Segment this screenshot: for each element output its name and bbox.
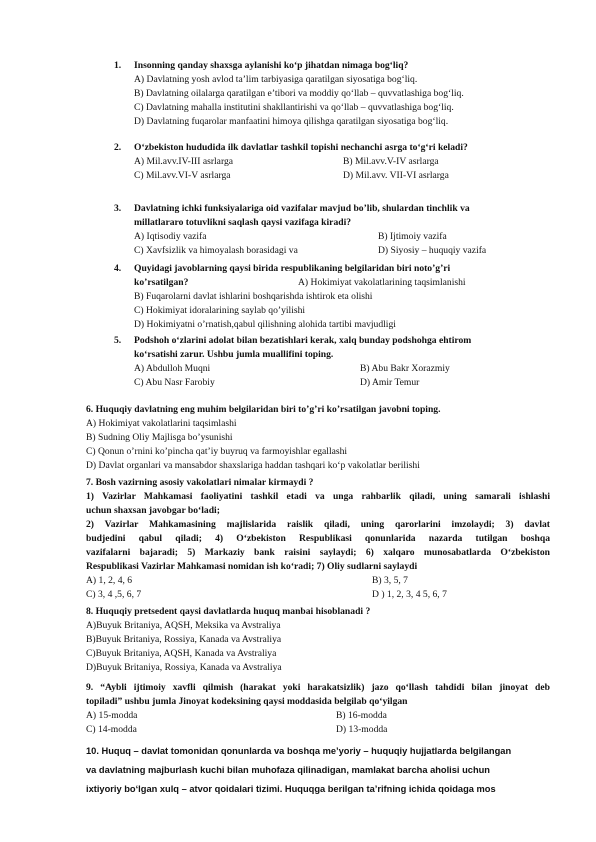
question-text-line-2: millatlararo totuvlikni saqlash qaysi vazifaga kiradi? [134, 217, 352, 228]
option-a: A) Abdulloh Muqni [134, 363, 211, 374]
question-text: 7. Bosh vazirning asosiy vakolatlari nimalar kirmaydi ? [86, 477, 314, 488]
question-text-line-1: Quyidagi javoblarning qaysi birida respublikaning belgilaridan biri noto’g’ri [134, 263, 451, 274]
option-a: A) Mil.avv.IV-III asrlarga [134, 156, 234, 167]
option-c: C)Buyuk Britaniya, AQSH, Kanada va Avstraliya [86, 648, 277, 659]
question-body-line-6: Respublikasi Vazirlar Mahkamasi nomidan ish ko‘radi; 7) Oliy sudlarni saylaydi [86, 561, 418, 572]
question-text: 8. Huquqiy pretsedent qaysi davlatlarda huquq manbai hisoblanadi ? [86, 606, 371, 617]
option-c: C) Hokimiyat idoralarining saylab qo’yilishi [134, 305, 306, 316]
option-b: B) Davlatning oilalarga qaratilgan e’tibori va moddiy qo‘llab – quvvatlashiga bog‘liq. [134, 88, 464, 99]
option-a: A) Hokimiyat vakolatlarining taqsimlanishi [298, 277, 466, 288]
question-text-line-1: 10. Huquq – davlat tomonidan qonunlarda va boshqa me’yoriy – huquqiy hujjatlarda belgilangan [86, 746, 512, 756]
option-a: A) 1, 2, 4, 6 [86, 575, 133, 586]
question-text: O‘zbekiston hududida ilk davlatlar tashkil topishi nechanchi asrga to‘g‘ri keladi? [134, 142, 468, 153]
question-body-line-1: 1) Vazirlar Mahkamasi faoliyatini tashkil etadi va unga rahbarlik qiladi, uning samarali ishlashi [86, 491, 550, 502]
question-body-line-5: vazifalarni bajaradi; 5) Markaziy bank raisini saylaydi; 6) xalqaro munosabatlarda O‘zbekiston [86, 547, 550, 558]
option-b: B) Ijtimoiy vazifa [378, 231, 447, 242]
option-d: D) Amir Temur [360, 377, 420, 388]
question-body-line-3: 2) Vazirlar Mahkamasining majlislarida raislik qiladi, uning qarorlarini imzolaydi; 3) davlat [86, 519, 550, 530]
option-d: D) Davlat organlari va mansabdor shaxslariga haddan tashqari ko‘p vakolatlar berilishi [86, 460, 420, 471]
question-text: 6. Huquqiy davlatning eng muhim belgilaridan biri to’g’ri ko’rsatilgan javobni toping. [86, 404, 441, 415]
option-d: D ) 1, 2, 3, 4 5, 6, 7 [372, 589, 447, 600]
option-a: A) Iqtisodiy vazifa [134, 231, 207, 242]
option-d: D)Buyuk Britaniya, Rossiya, Kanada va Avstraliya [86, 662, 282, 673]
option-a: A) 15-modda [86, 710, 138, 721]
question-text-line-2: topiladi” ushbu jumla Jinoyat kodeksining qaysi moddasida belgilab qo‘yilgan [86, 696, 408, 707]
option-d: D) Davlatning fuqarolar manfaatini himoya qilishga qaratilgan siyosatiga bog‘liq. [134, 116, 449, 127]
option-b: B)Buyuk Britaniya, Rossiya, Kanada va Avstraliya [86, 634, 282, 645]
option-d: D) Hokimiyatni o’rnatish,qabul qilishning alohida tartibi mavjudligi [134, 319, 396, 330]
question-text-line-1: 9. “Aybli ijtimoiy xavfli qilmish (harakat yoki harakatsizlik) jazo qo‘llash tahdidi bilan jinoyat deb [86, 682, 550, 693]
question-text-line-1: Davlatning ichki funksiyalariga oid vazifalar mavjud bo’lib, shulardan tinchlik va [134, 203, 470, 214]
option-c: C) Abu Nasr Farobiy [134, 377, 215, 388]
option-b: B) Abu Bakr Xorazmiy [360, 363, 450, 374]
option-a: A)Buyuk Britaniya, AQSH, Meksika va Avstraliya [86, 620, 281, 631]
question-text-line-2: ko‘rsatishi zarur. Ushbu jumla muallifini toping. [134, 349, 334, 360]
question-body-line-2: uchun shaxsan javobgar bo‘ladi; [86, 505, 220, 516]
question-number: 2. [114, 142, 122, 153]
option-b: B) 16-modda [336, 710, 387, 721]
option-d: D) Siyosiy – huquqiy vazifa [378, 245, 487, 256]
option-c: C) Xavfsizlik va himoyalash borasidagi va [134, 245, 298, 256]
option-c: C) Mil.avv.VI-V asrlarga [134, 170, 231, 181]
question-text-line-3: ixtiyoriy bo‘lgan xulq – atvor qoidalari tizimi. Huquqga berilgan ta’rifning ichida qoidaga mos [86, 784, 496, 794]
option-c: C) Qonun o’rnini ko’pincha qat’iy buyruq va farmoyishlar egallashi [86, 446, 348, 457]
question-number: 1. [114, 60, 122, 71]
option-b: B) 3, 5, 7 [372, 575, 408, 586]
option-b: B) Mil.avv.V-IV asrlarga [343, 156, 439, 167]
option-c: C) 3, 4 ,5, 6, 7 [86, 589, 142, 600]
question-number: 3. [114, 203, 122, 214]
option-c: C) 14-modda [86, 724, 137, 735]
question-number: 4. [114, 263, 122, 274]
question-text: Insonning qanday shaxsga aylanishi ko‘p jihatdan nimaga bog‘liq? [134, 60, 409, 71]
question-text-line-2: ko’rsatilgan? [134, 277, 189, 288]
option-d: D) 13-modda [336, 724, 388, 735]
question-text-line-1: Podshoh o‘zlarini adolat bilan bezatishlari kerak, xalq bunday podshohga ehtirom [134, 335, 472, 346]
option-d: D) Mil.avv. VII-VI asrlarga [343, 170, 449, 181]
question-number: 5. [114, 335, 122, 346]
option-a: A) Hokimiyat vakolatlarini taqsimlashi [86, 418, 237, 429]
option-a: A) Davlatning yosh avlod ta’lim tarbiyasiga qaratilgan siyosatiga bog‘liq. [134, 74, 418, 85]
option-b: B) Fuqarolarni davlat ishlarini boshqarishda ishtirok eta olishi [134, 291, 373, 302]
option-c: C) Davlatning mahalla institutini shakllantirishi va qo‘llab – quvvatlashiga bog‘liq. [134, 102, 454, 113]
question-body-line-4: budjedini qabul qiladi; 4) O‘zbekiston Respublikasi qonunlarida nazarda tutilgan boshqa [86, 533, 550, 544]
question-text-line-2: va davlatning majburlash kuchi bilan muhofaza qilinadigan, mamlakat barcha aholisi uchun [86, 765, 490, 775]
option-b: B) Sudning Oliy Majlisga bo’ysunishi [86, 432, 233, 443]
